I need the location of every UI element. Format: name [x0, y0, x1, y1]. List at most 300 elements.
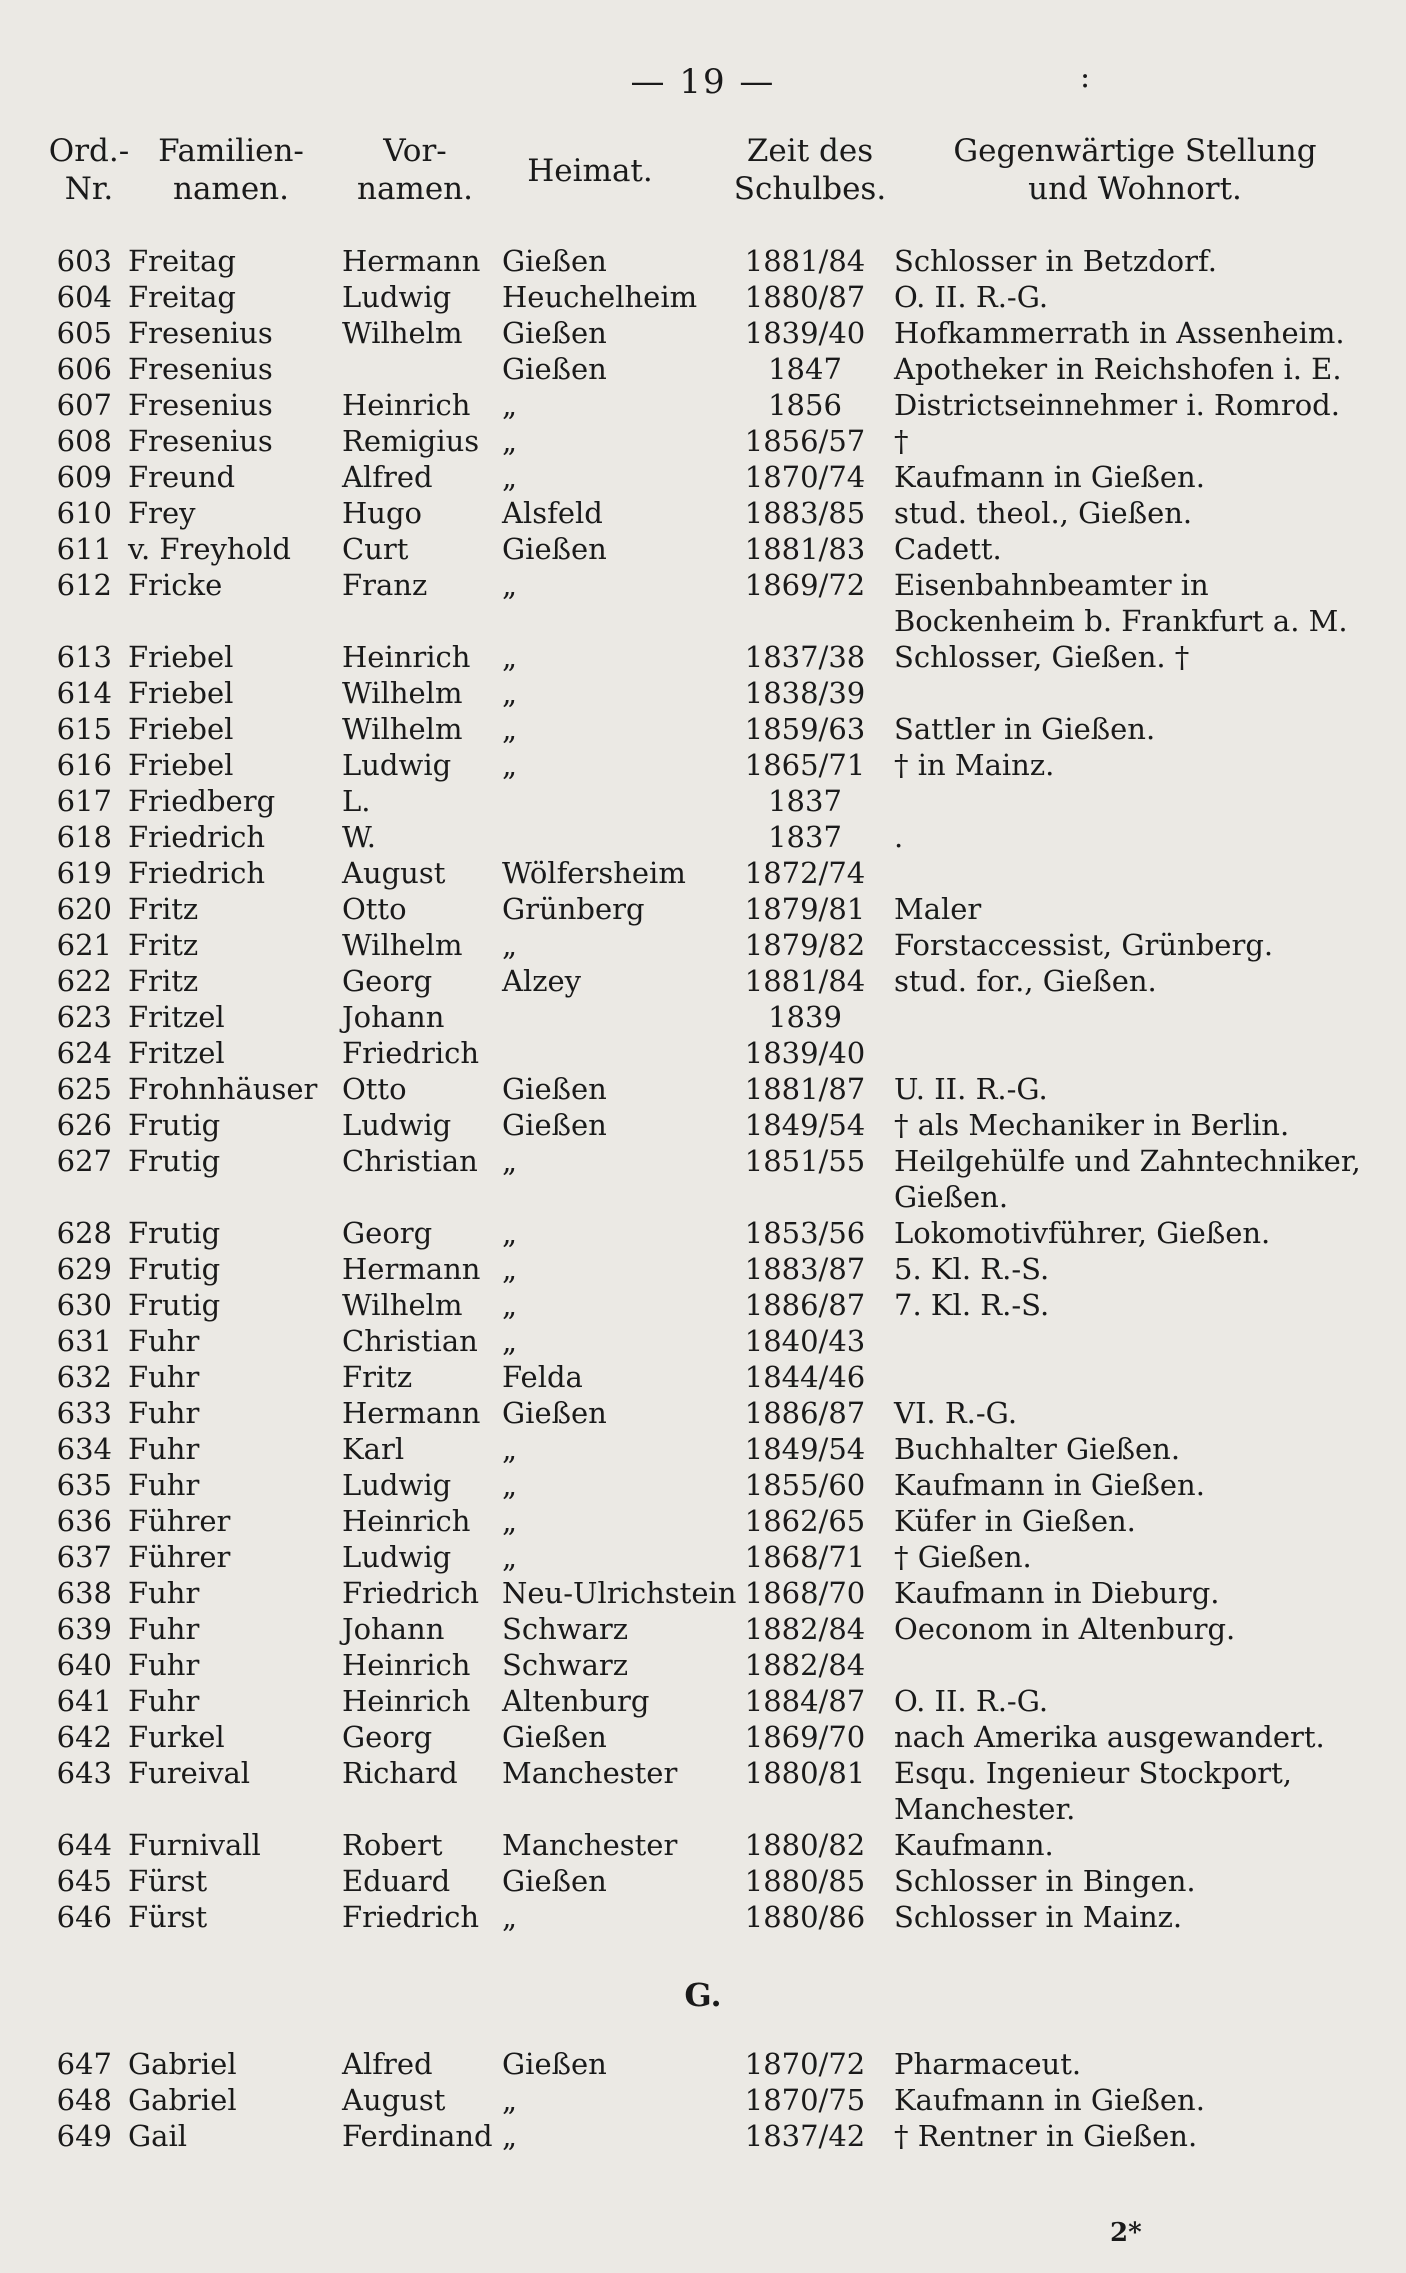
- cell-stel: .: [894, 820, 904, 854]
- cell-zeit: 1840/43: [744, 1324, 866, 1358]
- cell-stel: Schlosser in Mainz.: [894, 1900, 1183, 1934]
- cell-nr: 638: [56, 1576, 112, 1610]
- cell-zeit: 1849/54: [744, 1432, 866, 1466]
- cell-stel: 5. Kl. R.-S.: [894, 1252, 1050, 1286]
- cell-zeit: 1839/40: [744, 1036, 866, 1070]
- cell-vor: Hermann: [342, 1396, 481, 1430]
- cell-zeit: 1837/42: [744, 2119, 866, 2153]
- cell-fam: Fürst: [128, 1864, 208, 1898]
- cell-zeit: 1869/70: [744, 1720, 866, 1754]
- cell-heim: „: [502, 2119, 518, 2153]
- cell-zeit: 1882/84: [744, 1612, 866, 1646]
- cell-nr: 605: [56, 316, 112, 350]
- cell-fam: Friedrich: [128, 856, 266, 890]
- cell-nr: 619: [56, 856, 112, 890]
- table-row: [0, 1827, 1406, 1863]
- cell-stel: † Gießen.: [894, 1540, 1032, 1574]
- cell-heim: Gießen: [502, 1072, 607, 1106]
- cell-nr: 623: [56, 1000, 112, 1034]
- cell-nr: 611: [56, 532, 112, 566]
- cell-heim: Gießen: [502, 532, 607, 566]
- cell-fam: Freitag: [128, 244, 236, 278]
- cell-vor: Heinrich: [342, 388, 471, 422]
- cell-heim: „: [502, 1432, 518, 1466]
- cell-fam: Friedberg: [128, 784, 276, 818]
- cell-heim: „: [502, 1324, 518, 1358]
- page-number: — 19 —: [630, 62, 776, 102]
- cell-fam: Freund: [128, 460, 236, 494]
- cell-zeit: 1881/87: [744, 1072, 866, 1106]
- cell-fam: Fuhr: [128, 1432, 200, 1466]
- cell-heim: Gießen: [502, 1108, 607, 1142]
- cell-nr: 612: [56, 568, 112, 602]
- cell-heim: Neu-Ulrichstein: [502, 1576, 737, 1610]
- cell-stel: VI. R.-G.: [894, 1396, 1018, 1430]
- cell-stel: † in Mainz.: [894, 748, 1055, 782]
- cell-zeit: 1879/82: [744, 928, 866, 962]
- cell-vor: Remigius: [342, 424, 480, 458]
- cell-stel: Kaufmann in Dieburg.: [894, 1576, 1220, 1610]
- cell-fam: Gail: [128, 2119, 188, 2153]
- cell-stel: †: [894, 424, 909, 458]
- cell-vor: August: [342, 856, 446, 890]
- cell-vor: Ludwig: [342, 748, 452, 782]
- cell-vor: Curt: [342, 532, 409, 566]
- cell-zeit: 1883/87: [744, 1252, 866, 1286]
- cell-zeit: 1847: [768, 352, 842, 386]
- cell-vor: Friedrich: [342, 1576, 480, 1610]
- cell-heim: „: [502, 460, 518, 494]
- cell-stel: Lokomotivführer, Gießen.: [894, 1216, 1271, 1250]
- header-zeit: Zeit des Schulbes.: [733, 133, 887, 207]
- cell-heim: „: [502, 676, 518, 710]
- table-row: [0, 1647, 1406, 1683]
- cell-zeit: 1870/74: [744, 460, 866, 494]
- cell-heim: Manchester: [502, 1828, 678, 1862]
- cell-vor: Christian: [342, 1324, 478, 1358]
- table-row: [0, 1467, 1406, 1503]
- cell-stel: Kaufmann.: [894, 1828, 1054, 1862]
- table-row: [0, 1395, 1406, 1431]
- cell-fam: Fuhr: [128, 1468, 200, 1502]
- cell-vor: Hermann: [342, 244, 481, 278]
- cell-heim: Felda: [502, 1360, 583, 1394]
- cell-heim: Grünberg: [502, 892, 645, 926]
- cell-nr: 621: [56, 928, 112, 962]
- cell-fam: Friebel: [128, 640, 234, 674]
- cell-heim: „: [502, 1216, 518, 1250]
- cell-stel: Schlosser in Bingen.: [894, 1864, 1196, 1898]
- cell-zeit: 1837: [768, 820, 842, 854]
- cell-zeit: 1881/84: [744, 244, 866, 278]
- header-nr: Ord.- Nr.: [48, 133, 130, 207]
- cell-heim: Heuchelheim: [502, 280, 698, 314]
- cell-stel: Buchhalter Gießen.: [894, 1432, 1181, 1466]
- cell-fam: Fürst: [128, 1900, 208, 1934]
- cell-nr: 636: [56, 1504, 112, 1538]
- cell-stel: Eisenbahnbeamter in Bockenheim b. Frankfurt a. M.: [894, 568, 1348, 638]
- cell-heim: „: [502, 1144, 518, 1178]
- cell-heim: Gießen: [502, 352, 607, 386]
- cell-vor: Ludwig: [342, 1108, 452, 1142]
- cell-vor: Johann: [342, 1000, 445, 1034]
- cell-nr: 644: [56, 1828, 112, 1862]
- header-stellung: Gegenwärtige Stellung und Wohnort.: [953, 133, 1317, 207]
- cell-nr: 615: [56, 712, 112, 746]
- cell-fam: Führer: [128, 1504, 231, 1538]
- cell-vor: Wilhelm: [342, 316, 463, 350]
- cell-zeit: 1882/84: [744, 1648, 866, 1682]
- cell-nr: 604: [56, 280, 112, 314]
- cell-vor: Heinrich: [342, 1684, 471, 1718]
- cell-zeit: 1856/57: [744, 424, 866, 458]
- cell-fam: Fritz: [128, 892, 199, 926]
- cell-stel: Pharmaceut.: [894, 2047, 1082, 2081]
- table-row: [0, 891, 1406, 927]
- cell-zeit: 1870/72: [744, 2047, 866, 2081]
- cell-vor: Heinrich: [342, 640, 471, 674]
- cell-nr: 648: [56, 2083, 112, 2117]
- table-row: [0, 2046, 1406, 2082]
- table-row: [0, 711, 1406, 747]
- cell-heim: Manchester: [502, 1756, 678, 1790]
- table-row: [0, 279, 1406, 315]
- table-row: [0, 783, 1406, 819]
- cell-fam: Frutig: [128, 1108, 221, 1142]
- cell-fam: v. Freyhold: [128, 532, 291, 566]
- cell-zeit: 1886/87: [744, 1396, 866, 1430]
- cell-heim: „: [502, 1504, 518, 1538]
- cell-stel: O. II. R.-G.: [894, 1684, 1049, 1718]
- table-body: [0, 243, 1406, 1935]
- cell-stel: † als Mechaniker in Berlin.: [894, 1108, 1290, 1142]
- table-row: [0, 531, 1406, 567]
- cell-fam: Gabriel: [128, 2047, 237, 2081]
- cell-fam: Frutig: [128, 1144, 221, 1178]
- cell-stel: O. II. R.-G.: [894, 280, 1049, 314]
- cell-nr: 640: [56, 1648, 112, 1682]
- cell-nr: 630: [56, 1288, 112, 1322]
- table-row: [0, 639, 1406, 675]
- cell-stel: Forstaccessist, Grünberg.: [894, 928, 1274, 962]
- table-row: [0, 819, 1406, 855]
- cell-nr: 606: [56, 352, 112, 386]
- cell-heim: Alzey: [502, 964, 582, 998]
- cell-fam: Fritz: [128, 928, 199, 962]
- cell-zeit: 1880/82: [744, 1828, 866, 1862]
- cell-zeit: 1880/87: [744, 280, 866, 314]
- table-row: [0, 1071, 1406, 1107]
- cell-nr: 631: [56, 1324, 112, 1358]
- table-row: [0, 963, 1406, 999]
- cell-fam: Fuhr: [128, 1648, 200, 1682]
- table-row: [0, 1287, 1406, 1323]
- cell-nr: 620: [56, 892, 112, 926]
- cell-vor: Otto: [342, 892, 407, 926]
- cell-heim: „: [502, 640, 518, 674]
- cell-fam: Fureival: [128, 1756, 251, 1790]
- cell-nr: 609: [56, 460, 112, 494]
- cell-nr: 622: [56, 964, 112, 998]
- cell-heim: Schwarz: [502, 1648, 629, 1682]
- cell-stel: † Rentner in Gießen.: [894, 2119, 1198, 2153]
- cell-fam: Friebel: [128, 748, 234, 782]
- cell-fam: Friebel: [128, 712, 234, 746]
- cell-heim: Gießen: [502, 2047, 607, 2081]
- cell-zeit: 1880/85: [744, 1864, 866, 1898]
- cell-nr: 643: [56, 1756, 112, 1790]
- cell-fam: Fresenius: [128, 388, 273, 422]
- cell-stel: Esqu. Ingenieur Stockport, Manchester.: [894, 1756, 1293, 1826]
- table-row: [0, 1611, 1406, 1647]
- cell-nr: 637: [56, 1540, 112, 1574]
- cell-vor: L.: [342, 784, 371, 818]
- cell-stel: stud. theol., Gießen.: [894, 496, 1193, 530]
- cell-heim: Gießen: [502, 316, 607, 350]
- cell-fam: Fresenius: [128, 352, 273, 386]
- cell-vor: Georg: [342, 964, 433, 998]
- cell-fam: Fuhr: [128, 1612, 200, 1646]
- table-row: [0, 675, 1406, 711]
- table-row: [0, 1755, 1406, 1827]
- cell-zeit: 1849/54: [744, 1108, 866, 1142]
- cell-vor: Wilhelm: [342, 712, 463, 746]
- cell-nr: 649: [56, 2119, 112, 2153]
- cell-stel: 7. Kl. R.-S.: [894, 1288, 1050, 1322]
- table-row: [0, 999, 1406, 1035]
- table-row: [0, 459, 1406, 495]
- header-familienname: Familien- namen.: [158, 133, 304, 207]
- table-row: [0, 567, 1406, 639]
- cell-nr: 608: [56, 424, 112, 458]
- cell-fam: Furkel: [128, 1720, 225, 1754]
- cell-nr: 616: [56, 748, 112, 782]
- cell-fam: Fritzel: [128, 1000, 225, 1034]
- cell-nr: 647: [56, 2047, 112, 2081]
- cell-fam: Fuhr: [128, 1360, 200, 1394]
- cell-heim: „: [502, 568, 518, 602]
- cell-vor: Ludwig: [342, 280, 452, 314]
- cell-vor: Fritz: [342, 1360, 413, 1394]
- cell-nr: 635: [56, 1468, 112, 1502]
- table-row: [0, 243, 1406, 279]
- cell-zeit: 1862/65: [744, 1504, 866, 1538]
- cell-heim: „: [502, 424, 518, 458]
- cell-fam: Frey: [128, 496, 196, 530]
- cell-vor: Wilhelm: [342, 676, 463, 710]
- section-letter: G.: [684, 1976, 722, 2014]
- cell-vor: Franz: [342, 568, 428, 602]
- cell-fam: Fritz: [128, 964, 199, 998]
- cell-heim: „: [502, 1900, 518, 1934]
- cell-fam: Furnivall: [128, 1828, 261, 1862]
- cell-zeit: 1844/46: [744, 1360, 866, 1394]
- cell-fam: Fuhr: [128, 1324, 200, 1358]
- cell-fam: Fuhr: [128, 1576, 200, 1610]
- cell-vor: W.: [342, 820, 376, 854]
- cell-vor: Ludwig: [342, 1540, 452, 1574]
- cell-nr: 617: [56, 784, 112, 818]
- cell-vor: Friedrich: [342, 1036, 480, 1070]
- table-row: [0, 1251, 1406, 1287]
- cell-heim: Gießen: [502, 1720, 607, 1754]
- cell-nr: 629: [56, 1252, 112, 1286]
- cell-vor: Robert: [342, 1828, 443, 1862]
- cell-zeit: 1880/81: [744, 1756, 866, 1790]
- cell-vor: Hermann: [342, 1252, 481, 1286]
- cell-fam: Frutig: [128, 1252, 221, 1286]
- table-row: [0, 1215, 1406, 1251]
- cell-vor: Wilhelm: [342, 928, 463, 962]
- cell-stel: Oeconom in Altenburg.: [894, 1612, 1236, 1646]
- cell-heim: „: [502, 928, 518, 962]
- cell-nr: 628: [56, 1216, 112, 1250]
- cell-vor: Heinrich: [342, 1648, 471, 1682]
- cell-zeit: 1869/72: [744, 568, 866, 602]
- cell-heim: Alsfeld: [502, 496, 603, 530]
- cell-fam: Freitag: [128, 280, 236, 314]
- cell-stel: Schlosser in Betzdorf.: [894, 244, 1217, 278]
- table-row: [0, 1503, 1406, 1539]
- cell-heim: „: [502, 748, 518, 782]
- cell-nr: 634: [56, 1432, 112, 1466]
- cell-fam: Fuhr: [128, 1396, 200, 1430]
- table-row: [0, 495, 1406, 531]
- cell-nr: 632: [56, 1360, 112, 1394]
- cell-vor: Heinrich: [342, 1504, 471, 1538]
- cell-zeit: 1880/86: [744, 1900, 866, 1934]
- cell-zeit: 1853/56: [744, 1216, 866, 1250]
- signature-mark: 2*: [1110, 2218, 1142, 2248]
- cell-vor: Georg: [342, 1216, 433, 1250]
- header-vorname: Vor- namen.: [356, 133, 473, 207]
- cell-zeit: 1859/63: [744, 712, 866, 746]
- cell-nr: 624: [56, 1036, 112, 1070]
- cell-fam: Führer: [128, 1540, 231, 1574]
- cell-zeit: 1839: [768, 1000, 842, 1034]
- cell-fam: Frutig: [128, 1216, 221, 1250]
- cell-zeit: 1868/70: [744, 1576, 866, 1610]
- cell-vor: Otto: [342, 1072, 407, 1106]
- cell-heim: Wölfersheim: [502, 856, 686, 890]
- cell-heim: Gießen: [502, 1396, 607, 1430]
- cell-heim: Schwarz: [502, 1612, 629, 1646]
- table-row: [0, 1035, 1406, 1071]
- cell-nr: 610: [56, 496, 112, 530]
- cell-zeit: 1872/74: [744, 856, 866, 890]
- cell-zeit: 1855/60: [744, 1468, 866, 1502]
- cell-stel: Districtseinnehmer i. Romrod.: [894, 388, 1340, 422]
- cell-fam: Fritzel: [128, 1036, 225, 1070]
- cell-stel: stud. for., Gießen.: [894, 964, 1157, 998]
- table-row: [0, 1719, 1406, 1755]
- cell-nr: 645: [56, 1864, 112, 1898]
- table-body-g: [0, 2046, 1406, 2154]
- cell-zeit: 1886/87: [744, 1288, 866, 1322]
- cell-stel: Heilgehülfe und Zahntechniker, Gießen.: [894, 1144, 1361, 1214]
- cell-stel: Kaufmann in Gießen.: [894, 1468, 1205, 1502]
- cell-zeit: 1881/83: [744, 532, 866, 566]
- cell-heim: Gießen: [502, 244, 607, 278]
- cell-vor: Georg: [342, 1720, 433, 1754]
- cell-fam: Fricke: [128, 568, 223, 602]
- table-row: [0, 927, 1406, 963]
- cell-heim: „: [502, 2083, 518, 2117]
- cell-zeit: 1883/85: [744, 496, 866, 530]
- cell-vor: Johann: [342, 1612, 445, 1646]
- table-row: [0, 315, 1406, 351]
- cell-vor: Karl: [342, 1432, 405, 1466]
- table-row: [0, 423, 1406, 459]
- cell-stel: Hofkammerrath in Assenheim.: [894, 316, 1345, 350]
- header-heimat: Heimat.: [527, 153, 653, 189]
- cell-stel: Schlosser, Gießen. †: [894, 640, 1190, 674]
- cell-zeit: 1856: [768, 388, 842, 422]
- table-row: [0, 1323, 1406, 1359]
- cell-nr: 626: [56, 1108, 112, 1142]
- cell-heim: „: [502, 1540, 518, 1574]
- cell-nr: 603: [56, 244, 112, 278]
- cell-nr: 627: [56, 1144, 112, 1178]
- cell-stel: Maler: [894, 892, 982, 926]
- cell-stel: nach Amerika ausgewandert.: [894, 1720, 1325, 1754]
- table-row: [0, 1899, 1406, 1935]
- cell-vor: Hugo: [342, 496, 422, 530]
- cell-fam: Frutig: [128, 1288, 221, 1322]
- table-row: [0, 1863, 1406, 1899]
- cell-fam: Fresenius: [128, 316, 273, 350]
- cell-heim: Gießen: [502, 1864, 607, 1898]
- cell-vor: Ferdinand: [342, 2119, 493, 2153]
- table-row: [0, 2082, 1406, 2118]
- cell-vor: Wilhelm: [342, 1288, 463, 1322]
- cell-stel: Kaufmann in Gießen.: [894, 2083, 1205, 2117]
- cell-stel: Apotheker in Reichshofen i. E.: [894, 352, 1342, 386]
- cell-vor: Eduard: [342, 1864, 451, 1898]
- cell-stel: U. II. R.-G.: [894, 1072, 1048, 1106]
- cell-vor: Alfred: [342, 460, 433, 494]
- table-row: [0, 1539, 1406, 1575]
- table-row: [0, 2118, 1406, 2154]
- cell-stel: Cadett.: [894, 532, 1002, 566]
- cell-heim: „: [502, 1288, 518, 1322]
- cell-vor: Christian: [342, 1144, 478, 1178]
- cell-nr: 641: [56, 1684, 112, 1718]
- table-header: [0, 132, 1406, 222]
- cell-fam: Friedrich: [128, 820, 266, 854]
- table-row: [0, 1107, 1406, 1143]
- cell-nr: 607: [56, 388, 112, 422]
- cell-zeit: 1838/39: [744, 676, 866, 710]
- table-row: [0, 747, 1406, 783]
- cell-zeit: 1865/71: [744, 748, 866, 782]
- cell-zeit: 1879/81: [744, 892, 866, 926]
- cell-fam: Friebel: [128, 676, 234, 710]
- cell-zeit: 1837/38: [744, 640, 866, 674]
- cell-heim: Altenburg: [502, 1684, 650, 1718]
- table-row: [0, 351, 1406, 387]
- cell-nr: 633: [56, 1396, 112, 1430]
- cell-nr: 625: [56, 1072, 112, 1106]
- table-row: [0, 1683, 1406, 1719]
- table-row: [0, 1431, 1406, 1467]
- cell-nr: 618: [56, 820, 112, 854]
- cell-zeit: 1881/84: [744, 964, 866, 998]
- cell-zeit: 1868/71: [744, 1540, 866, 1574]
- cell-fam: Fuhr: [128, 1684, 200, 1718]
- cell-heim: „: [502, 1468, 518, 1502]
- cell-zeit: 1839/40: [744, 316, 866, 350]
